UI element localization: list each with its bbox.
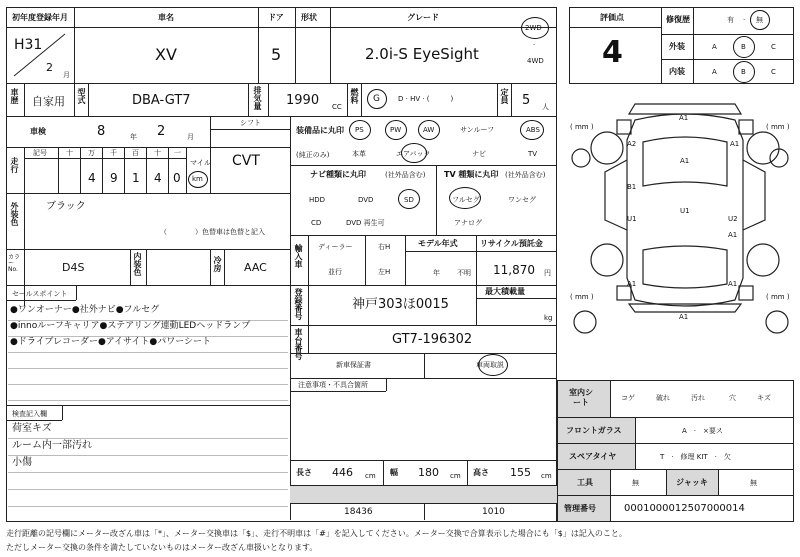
km-label: km — [192, 175, 203, 183]
diag-a1-top: A1 — [679, 114, 689, 122]
inspection-month: 2 — [157, 124, 166, 139]
tv-label: TV 種類に丸印 — [444, 170, 499, 179]
equip-tv: TV — [528, 150, 538, 158]
tv-analog: アナログ — [454, 219, 482, 227]
repair-no: 無 — [756, 16, 763, 24]
fuel-other: D · HV · ( ) — [398, 95, 454, 103]
legend-bl: ( mm ) — [570, 293, 594, 301]
width-unit: cm — [450, 472, 461, 480]
reg-month: 2 — [46, 61, 53, 74]
repair-yes: 有 — [727, 16, 734, 24]
cc-unit: CC — [332, 103, 342, 111]
plate-label: 登録番号 — [294, 288, 303, 320]
ext-b: B — [741, 43, 746, 51]
seat-item-1: コゲ — [621, 394, 635, 402]
model-label: 車名 — [158, 13, 174, 22]
mile-label: マイル — [190, 159, 211, 167]
legend-tr: ( mm ) — [766, 123, 790, 131]
score-value: 4 — [602, 35, 623, 70]
type-value: DBA-GT7 — [132, 93, 191, 108]
tv-fullseg: フルセグ — [452, 196, 480, 204]
chassis-label: 車台番号 — [294, 328, 303, 360]
seat-item-4: 穴 — [729, 394, 736, 402]
tv-sub: (社外品含む) — [505, 171, 546, 179]
equip-ps: PS — [355, 126, 364, 134]
equip-leather: 本革 — [352, 150, 366, 158]
import-dealer: ディーラー — [318, 243, 353, 251]
fuel-label: 燃料 — [350, 88, 359, 104]
digit-label-4: 百 — [132, 149, 139, 157]
model-year-unit: 年 — [433, 269, 440, 277]
diag-u1-c: U1 — [680, 207, 690, 215]
repair-sep: · — [743, 16, 746, 24]
capacity-unit: 人 — [542, 103, 549, 111]
legend-tl: ( mm ) — [570, 123, 594, 131]
windshield-label: フロントガラス — [566, 426, 622, 435]
spare-label: スペアタイヤ — [569, 452, 617, 461]
model-year-unknown: 不明 — [457, 269, 471, 277]
digit-2: 1 — [132, 171, 140, 185]
equip-sunroof: サンルーフ — [460, 126, 495, 134]
tv-oneseg: ワンセグ — [508, 196, 536, 204]
navi-hdd: HDD — [309, 196, 326, 204]
interior-label: 内装 — [669, 67, 685, 76]
length-value: 446 — [332, 466, 353, 479]
width-label: 幅 — [390, 468, 398, 477]
navi-dvd: DVD — [358, 196, 374, 204]
shift-value: CVT — [232, 153, 260, 169]
navi-sd: SD — [404, 196, 414, 204]
digit-label-5: 十 — [154, 149, 161, 157]
height-unit: cm — [541, 472, 552, 480]
diag-a1-br: A1 — [728, 280, 738, 288]
width-value: 180 — [418, 466, 439, 479]
use-value: 自家用 — [32, 95, 65, 108]
equip-abs: ABS — [526, 126, 540, 134]
digit-label-1: 十 — [66, 149, 73, 157]
digit-4: 0 — [173, 171, 181, 185]
ac-label: 冷房 — [213, 256, 222, 272]
inspector-label: 検査記入欄 — [12, 410, 47, 418]
navi-sub: (社外品含む) — [385, 171, 426, 179]
ext-c: C — [771, 43, 776, 51]
diag-u2: U2 — [728, 215, 738, 223]
use-label: 車歴 — [10, 88, 19, 104]
digit-3: 4 — [154, 171, 162, 185]
repair-label: 修復歴 — [666, 15, 690, 24]
import-right: 右H — [378, 243, 391, 251]
int-c: C — [771, 68, 776, 76]
color-code-label: カラーNo. — [8, 254, 21, 273]
sales-label: セールスポイント — [12, 290, 68, 298]
digit-1: 9 — [110, 171, 118, 185]
length-label: 長さ — [296, 468, 312, 477]
inspection-label: 車検 — [30, 127, 46, 136]
sales-line-3: ●ドライブレコーダー●アイサイト●パワーシート — [10, 337, 212, 347]
repaint-note: （ ）色替車は色替と記入 — [160, 228, 265, 236]
inspector-line-3: 小傷 — [12, 457, 32, 468]
sales-line-1: ●ワンオーナー●社外ナビ●フルセグ — [10, 305, 160, 315]
seat-label: 室内シート — [569, 388, 593, 408]
load-unit: kg — [544, 314, 553, 322]
tools-value: 無 — [632, 479, 639, 487]
equipment-sub: (純正のみ) — [296, 151, 330, 159]
exterior-label: 外装 — [669, 42, 685, 51]
inspection-year-unit: 年 — [130, 133, 137, 141]
equipment-label: 装備品に丸印 — [296, 126, 344, 135]
int-a: A — [712, 68, 717, 76]
fuel-g: G — [373, 94, 380, 104]
ext-a: A — [712, 43, 717, 51]
inspection-month-unit: 月 — [187, 133, 194, 141]
import-left: 左H — [378, 268, 391, 276]
mileage-label: 走行 — [10, 157, 19, 173]
capacity-value: 5 — [522, 93, 531, 108]
footer-line-1: 走行距離の記号欄にメーター改ざん車は「*」、メーター交換車は「$」、走行不明車は「#」を記入してください。メーター交換で合算表示した場合にも「$」は記入のこと。 — [6, 529, 627, 538]
plate-value: 神戸303ほ0015 — [352, 297, 449, 312]
seat-item-2: 破れ — [656, 394, 670, 402]
navi-dvdplay: DVD 再生可 — [346, 219, 385, 227]
int-b: B — [741, 68, 746, 76]
class-value: 1010 — [482, 507, 505, 517]
capacity-label: 定員 — [500, 88, 509, 104]
length-unit: cm — [365, 472, 376, 480]
equip-navi: ナビ — [472, 150, 486, 158]
height-value: 155 — [510, 466, 531, 479]
reg-month-unit: 月 — [63, 71, 70, 79]
model-year-label: モデル年式 — [418, 239, 458, 248]
inspection-year: 8 — [97, 124, 106, 139]
digit-label-2: 万 — [88, 149, 95, 157]
recycle-value: 11,870 — [493, 263, 535, 277]
recycle-unit: 円 — [544, 269, 551, 277]
color-value: ブラック — [46, 201, 86, 212]
shape-label: 形状 — [301, 13, 317, 22]
color-label: 外装色 — [10, 202, 19, 226]
diag-a2: A2 — [627, 140, 637, 148]
drive-4wd: 4WD — [527, 57, 544, 65]
jack-label: ジャッキ — [676, 478, 708, 487]
interior-color-label: 内装色 — [133, 252, 142, 276]
navi-label: ナビ種類に丸印 — [310, 170, 366, 179]
notes-label: 注意事項・不具合箇所 — [298, 381, 368, 389]
mgmt-value: 0001000012507000014 — [624, 503, 745, 514]
diag-a1-bl: A1 — [627, 280, 637, 288]
diag-a1-r: A1 — [730, 140, 740, 148]
spare-value: T · 修理 KIT · 欠 — [660, 453, 731, 461]
height-label: 高さ — [473, 468, 489, 477]
diag-a1-c: A1 — [680, 157, 690, 165]
digit-label-6: 一 — [174, 149, 181, 157]
diag-a1-bottom: A1 — [679, 313, 689, 321]
drive-sep: · — [533, 41, 536, 49]
digit-label-3: 千 — [110, 149, 117, 157]
grade-value: 2.0i-S EyeSight — [365, 45, 479, 63]
type-label: 型式 — [77, 88, 86, 104]
cc-value: 1990 — [286, 93, 320, 108]
legend-br: ( mm ) — [766, 293, 790, 301]
seat-item-3: 汚れ — [691, 394, 705, 402]
max-load-label: 最大積載量 — [485, 287, 525, 296]
recycle-label: リサイクル預託金 — [480, 239, 543, 248]
shift-label: シフト — [240, 119, 261, 127]
diag-u1-l: U1 — [627, 215, 637, 223]
import-label: 輸入車 — [294, 244, 303, 268]
sales-line-2: ●innoルーフキャリア●ステアリング連動LEDヘッドランプ — [10, 321, 251, 331]
warranty-label: 新車保証書 — [336, 361, 371, 369]
era-value: H31 — [14, 37, 43, 53]
grade-label: グレード — [407, 13, 439, 22]
ac-value: AAC — [244, 261, 267, 274]
digit-label-0: 記号 — [33, 149, 47, 157]
diag-a1-rl: A1 — [728, 231, 738, 239]
car-diagram — [565, 100, 797, 380]
inspector-line-1: 荷室キズ — [12, 423, 52, 434]
jack-value: 無 — [750, 479, 757, 487]
drive-2wd: 2WD — [525, 24, 542, 32]
mgmt-label: 管理番号 — [564, 504, 596, 513]
import-parallel: 並行 — [328, 268, 342, 276]
equip-pw: PW — [390, 126, 402, 134]
score-label: 評価点 — [600, 13, 624, 22]
equip-aw: AW — [423, 126, 435, 134]
doors-value: 5 — [271, 45, 282, 64]
model-value: XV — [155, 45, 177, 64]
diag-b1: B1 — [627, 183, 637, 191]
doors-label: ドア — [268, 13, 284, 22]
equip-airbag: エアバック — [396, 150, 431, 158]
inspector-line-2: ルーム内一部汚れ — [12, 440, 92, 451]
footer-line-2: ただしメーター交換の条件を満たしていないものはメーター改ざん車扱いとなります。 — [6, 543, 318, 552]
year-label: 初年度登録年月 — [12, 13, 68, 22]
color-code: D4S — [62, 261, 85, 274]
tools-label: 工具 — [577, 478, 593, 487]
cc-label: 排気量 — [253, 86, 262, 110]
chassis-value: GT7-196302 — [392, 332, 473, 347]
digit-0: 4 — [88, 171, 96, 185]
windshield-value: A · ×要ス — [682, 427, 723, 435]
manual-label: 車両取説 — [476, 361, 504, 369]
certified-value: 18436 — [344, 507, 373, 517]
seat-item-5: キズ — [757, 394, 771, 402]
navi-cd: CD — [311, 219, 322, 227]
